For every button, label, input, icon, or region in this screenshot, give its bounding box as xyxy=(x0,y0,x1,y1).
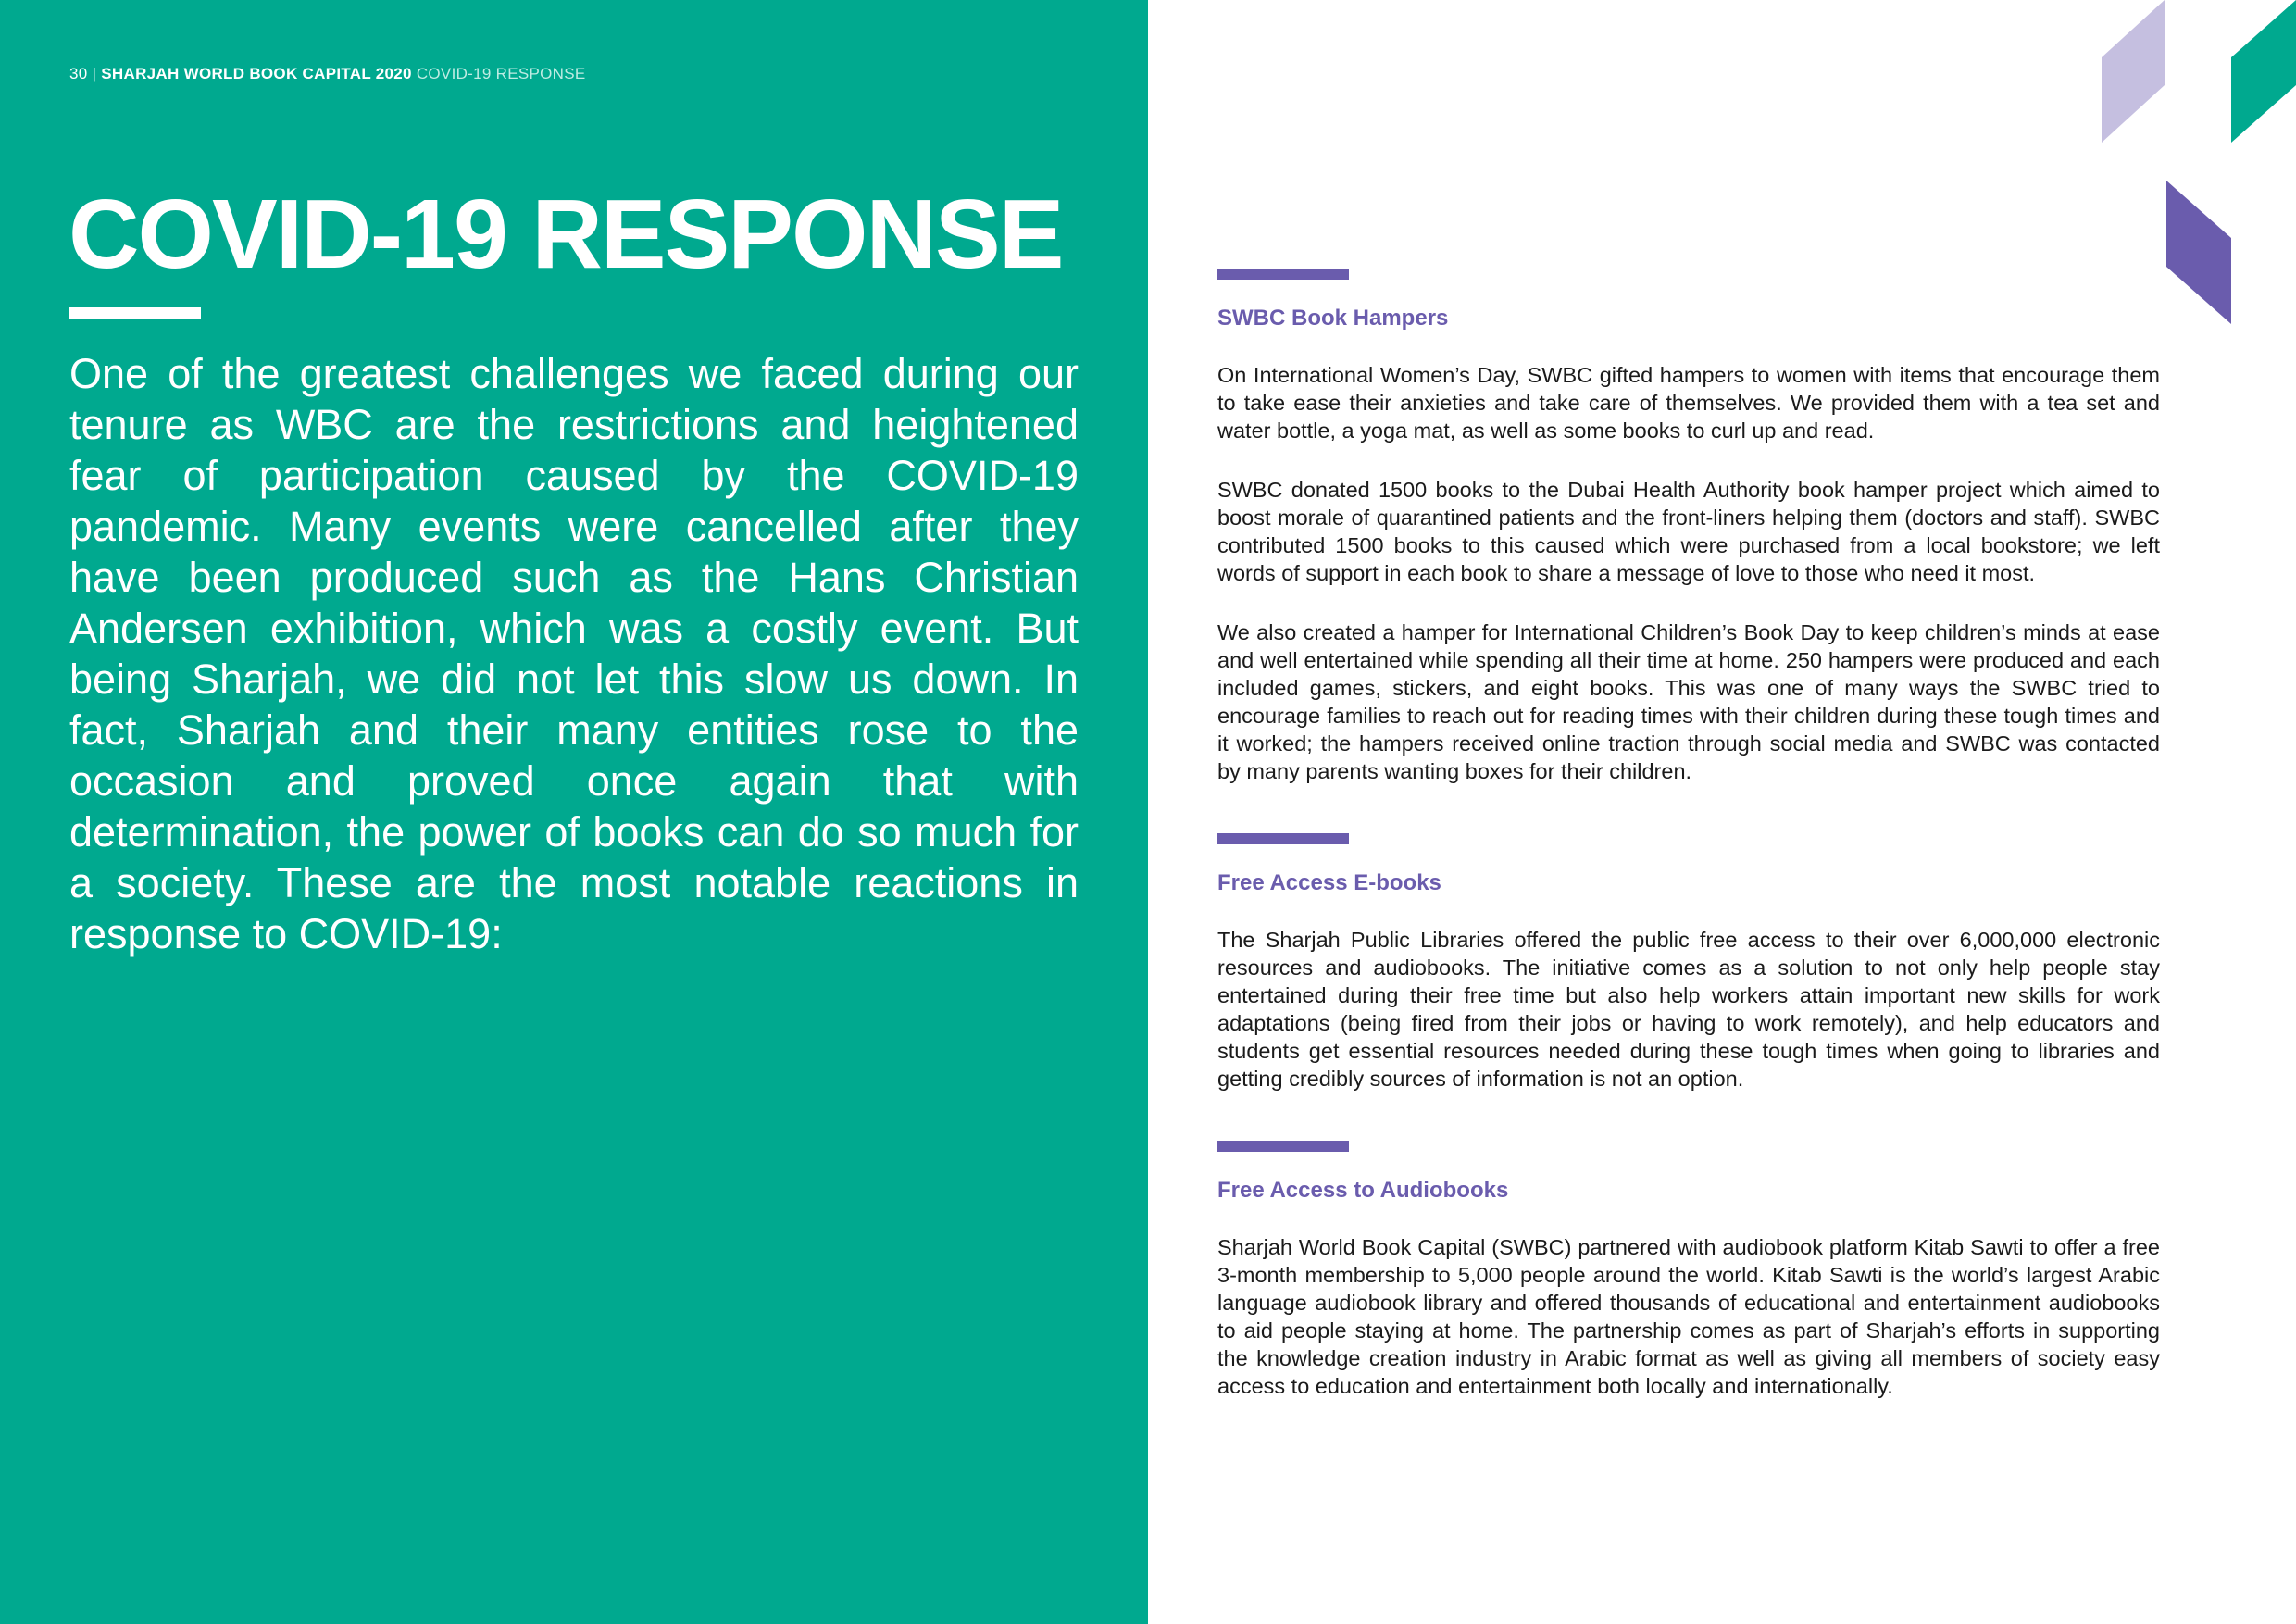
section-book-hampers xyxy=(1217,269,2160,785)
page-number: 30 xyxy=(69,65,88,82)
deco-lavender-chevron xyxy=(2102,0,2165,143)
section-paragraph: Sharjah World Book Capital (SWBC) partnered with audiobook platform Kitab Sawti to offer a free 3-month membership to 5,000 people around the world. Kitab Sawti is the world’s largest Arabic language audiobook library and offered thousands of educational and entertainment audiobooks to aid people staying at home. The partnership comes as part of Sharjah’s efforts in supporting the knowledge creation industry in Arabic format as well as giving all members of society easy access to education and entertainment both locally and internationally. xyxy=(1217,1235,2160,1398)
section-paragraph: SWBC donated 1500 books to the Dubai Health Authority book hamper project which aimed to boost morale of quarantined patients and the front-liners helping them (doctors and staff). SWBC contributed 1500 books to this caused which were purchased from a local bookstore; we left words of support in each book to share a message of love to those who need it most. xyxy=(1217,478,2160,585)
publication-name: SHARJAH WORLD BOOK CAPITAL 2020 xyxy=(101,65,412,82)
header-separator: | xyxy=(92,65,97,82)
section-title: SWBC Book Hampers xyxy=(1217,306,1449,331)
section-paragraph: On International Women’s Day, SWBC gifted hampers to women with items that encourage them to take ease their anxieties and take care of themselves. We provided them with a tea set and water bottle, a yoga mat, as well as some books to curl up and read. xyxy=(1217,363,2160,443)
section-paragraph: We also created a hamper for International Children’s Book Day to keep children’s minds at ease and well entertained while spending all their time at home. 250 hampers were produced and each included games, stickers, and eight books. This was one of many ways the SWBC tried to encourage families to reach out for reading times with their children during these tough times and it worked; the hampers received online traction through social media and SWBC was contacted by many parents wanting boxes for their children. xyxy=(1217,620,2160,783)
section-name: COVID-19 RESPONSE xyxy=(416,65,586,82)
section-title: Free Access to Audiobooks xyxy=(1217,1178,1509,1203)
section-rule xyxy=(1217,269,1349,280)
right-column xyxy=(1217,269,2160,1400)
section-rule xyxy=(1217,1141,1349,1152)
intro-paragraph: One of the greatest challenges we faced during our tenure as WBC are the restrictions and heightened fear of participation caused by the COVID-19 pandemic. Many events were cancelled after they have been produced such as the Hans Christian Andersen exhibition, which was a costly event. But being Sharjah, we did not let this slow us down. In fact, Sharjah and their many entities rose to the occasion and proved once again that with determination, the power of books can do so much for a society. These are the most notable reactions in response to COVID-19: xyxy=(69,350,1079,957)
section-rule xyxy=(1217,833,1349,844)
section-paragraph: The Sharjah Public Libraries offered the public free access to their over 6,000,000 electronic resources and audiobooks. The initiative comes as a solution to not only help people stay entertained during their free time but also help workers attain important new skills for work adaptations (being fired from their jobs or having to work remotely), and help educators and students get essential resources needed during these tough times when going to libraries and getting credibly sources of information is not an option. xyxy=(1217,928,2160,1091)
section-title: Free Access E-books xyxy=(1217,870,1441,895)
deco-teal-chevron xyxy=(2231,0,2296,143)
section-free-ebooks xyxy=(1217,833,2160,1093)
page-title: COVID-19 RESPONSE xyxy=(69,180,1063,289)
section-free-audiobooks xyxy=(1217,1141,2160,1400)
deco-purple-chevron xyxy=(2166,181,2231,324)
